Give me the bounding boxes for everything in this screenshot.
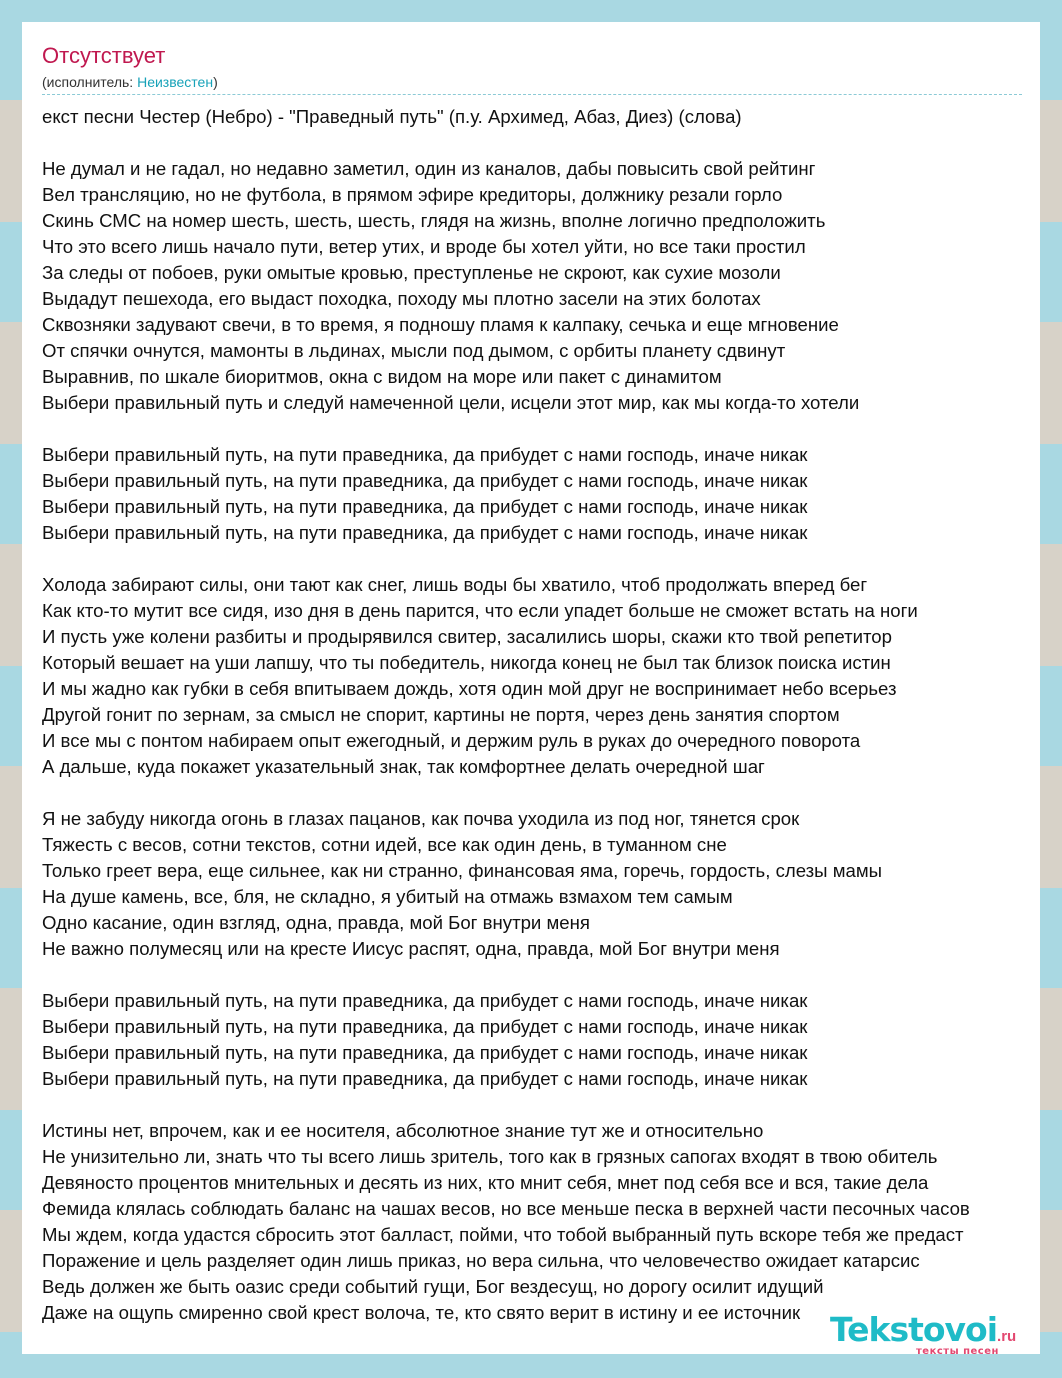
lyric-line: Выбери правильный путь, на пути праведника, да прибудет с нами господь, иначе никак: [42, 1068, 808, 1089]
lyric-line: Как кто-то мутит все сидя, изо дня в день парится, что если упадет больше не сможет встать на ноги: [42, 600, 918, 621]
lyric-line: Сквозняки задувают свечи, в то время, я подношу пламя к калпаку, сечька и еще мгновение: [42, 314, 839, 335]
lyric-line: Одно касание, один взгляд, одна, правда, мой Бог внутри меня: [42, 912, 590, 933]
lyric-stanza: [42, 988, 1040, 1092]
lyric-line: Не важно полумесяц или на кресте Иисус распят, одна, правда, мой Бог внутри меня: [42, 938, 780, 959]
lyric-line: И пусть уже колени разбиты и продырявился свитер, засалились шоры, скажи кто твой репетитор: [42, 626, 892, 647]
lyrics-body: [42, 104, 1040, 1352]
song-title: Отсутствует: [42, 43, 166, 68]
lyric-stanza: [42, 806, 1040, 962]
artist-prefix: (исполнитель:: [42, 74, 138, 90]
logo-tagline: тексты песен: [916, 1346, 999, 1354]
lyric-line: Истины нет, впрочем, как и ее носителя, абсолютное знание тут же и относительно: [42, 1120, 764, 1141]
lyric-line: Выдадут пешехода, его выдаст походка, походу мы плотно засели на этих болотах: [42, 288, 761, 309]
lyric-line: Выбери правильный путь, на пути праведника, да прибудет с нами господь, иначе никак: [42, 990, 808, 1011]
artist-link[interactable]: Неизвестен: [137, 74, 214, 90]
lyric-line: Выбери правильный путь, на пути праведника, да прибудет с нами господь, иначе никак: [42, 444, 808, 465]
lyric-line: Не унизительно ли, знать что ты всего лишь зритель, того как в грязных сапогах входят в твою обитель: [42, 1146, 938, 1167]
logo-brand: Tekstovoi: [830, 1310, 998, 1349]
lyric-line: Который вешает на уши лапшу, что ты победитель, никогда конец не был так близок поиска истин: [42, 652, 891, 673]
lyric-line: Другой гонит по зернам, за смысл не спорит, картины не портя, через день занятия спортом: [42, 704, 840, 725]
header-divider: [42, 94, 1022, 95]
site-logo: [830, 1312, 1040, 1354]
lyric-line: Выбери правильный путь, на пути праведника, да прибудет с нами господь, иначе никак: [42, 1016, 808, 1037]
lyric-line: А дальше, куда покажет указательный знак, так комфортнее делать очередной шаг: [42, 756, 765, 777]
lyric-line: Выбери правильный путь, на пути праведника, да прибудет с нами господь, иначе никак: [42, 522, 808, 543]
lyric-line: екст песни Честер (Небро) - "Праведный путь" (п.у. Архимед, Абаз, Диез) (слова): [42, 106, 742, 127]
lyric-stanza: [42, 156, 1040, 416]
lyric-line: Вел трансляцию, но не футбола, в прямом эфире кредиторы, должнику резали горло: [42, 184, 783, 205]
lyric-line: Даже на ощупь смиренно свой крест волоча, те, кто свято верит в истину и ее источник: [42, 1302, 801, 1323]
lyric-line: Скинь СМС на номер шесть, шесть, шесть, глядя на жизнь, вполне логично предположить: [42, 210, 826, 231]
lyric-line: Девяносто процентов мнительных и десять из них, кто мнит себя, мнет под себя все и вся, такие дела: [42, 1172, 929, 1193]
lyric-line: На душе камень, все, бля, не складно, я убитый на отмажь взмахом тем самым: [42, 886, 733, 907]
logo-tld: .ru: [997, 1328, 1017, 1345]
lyric-line: Не думал и не гадал, но недавно заметил, один из каналов, дабы повысить свой рейтинг: [42, 158, 816, 179]
lyric-line: Мы ждем, когда удастся сбросить этот балласт, пойми, что тобой выбранный путь вскоре тебя же предаст: [42, 1224, 964, 1245]
lyric-line: И все мы с понтом набираем опыт ежегодный, и держим руль в руках до очередного поворота: [42, 730, 861, 751]
lyric-stanza: [42, 442, 1040, 546]
lyric-line: Выбери правильный путь, на пути праведника, да прибудет с нами господь, иначе никак: [42, 470, 808, 491]
lyric-line: Тяжесть с весов, сотни текстов, сотни идей, все как один день, в туманном сне: [42, 834, 727, 855]
lyrics-page: [22, 22, 1040, 1354]
lyric-stanza: [42, 1118, 1040, 1326]
lyric-line: Холода забирают силы, они тают как снег, лишь воды бы хватило, чтоб продолжать вперед бег: [42, 574, 868, 595]
lyric-line: Поражение и цель разделяет один лишь приказ, но вера сильна, что человечество ожидает катарсис: [42, 1250, 920, 1271]
lyric-stanza: [42, 104, 1040, 130]
lyric-stanza: [42, 572, 1040, 780]
lyric-line: От спячки очнутся, мамонты в льдинах, мысли под дымом, с орбиты планету сдвинут: [42, 340, 786, 361]
lyric-line: Выбери правильный путь, на пути праведника, да прибудет с нами господь, иначе никак: [42, 1042, 808, 1063]
lyric-line: Фемида клялась соблюдать баланс на чашах весов, но все меньше песка в верхней части песочных часов: [42, 1198, 970, 1219]
lyric-line: Я не забуду никогда огонь в глазах пацанов, как почва уходила из под ног, тянется срок: [42, 808, 800, 829]
lyric-line: Ведь должен же быть оазис среди событий гущи, Бог вездесущ, но дорогу осилит идущий: [42, 1276, 824, 1297]
lyric-line: За следы от побоев, руки омытые кровью, преступленье не скроют, как сухие мозоли: [42, 262, 781, 283]
lyric-line: Только греет вера, еще сильнее, как ни странно, финансовая яма, горечь, гордость, слезы мамы: [42, 860, 882, 881]
lyric-line: Выбери правильный путь, на пути праведника, да прибудет с нами господь, иначе никак: [42, 496, 808, 517]
lyric-line: Выравнив, по шкале биоритмов, окна с видом на море или пакет с динамитом: [42, 366, 722, 387]
artist-suffix: ): [213, 74, 218, 90]
lyric-line: Выбери правильный путь и следуй намеченной цели, исцели этот мир, как мы когда-то хотели: [42, 392, 860, 413]
lyric-line: И мы жадно как губки в себя впитываем дождь, хотя один мой друг не воспринимает небо всерьез: [42, 678, 897, 699]
lyric-line: Что это всего лишь начало пути, ветер утих, и вроде бы хотел уйти, но все таки простил: [42, 236, 806, 257]
artist-line: [42, 73, 218, 91]
